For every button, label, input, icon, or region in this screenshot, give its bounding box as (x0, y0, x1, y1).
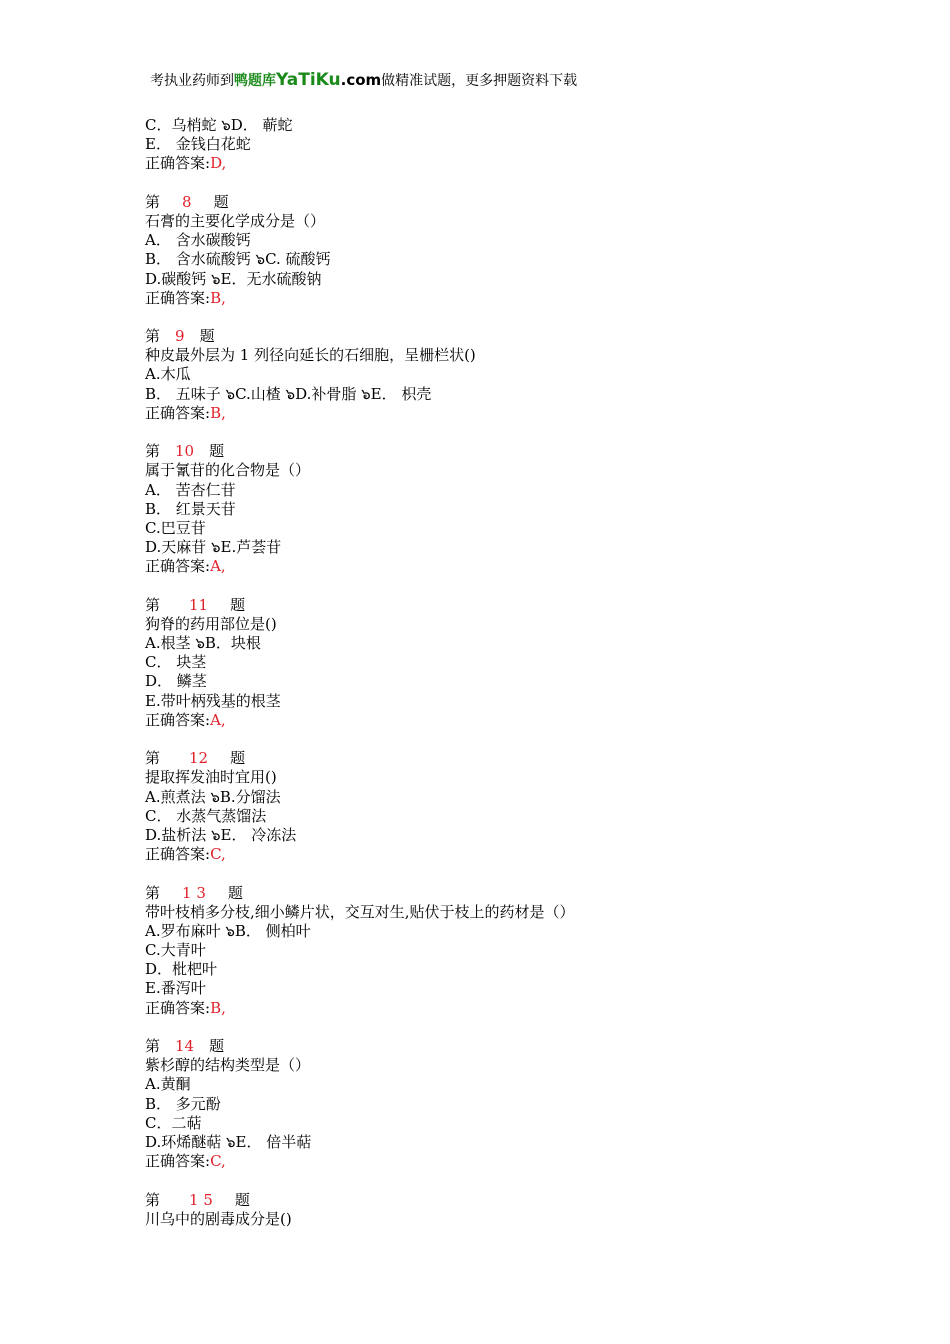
question-block (145, 596, 845, 750)
question-list (145, 116, 845, 1229)
prev-option-line: E． 金钱白花蛇 (145, 135, 251, 154)
answer-value: B, (210, 998, 226, 1017)
option-line: C． 块茎 (145, 653, 207, 672)
option-line: C． 水蒸气蒸馏法 (145, 806, 267, 825)
answer-line (145, 289, 845, 308)
answer-value: A, (210, 557, 226, 576)
question-suffix: 题 (209, 442, 225, 461)
page-header (150, 70, 577, 91)
question-number: 10 (175, 442, 195, 461)
question-prefix: 第 (145, 749, 161, 768)
question-prefix: 第 (145, 327, 161, 346)
answer-label: 正确答案: (145, 154, 211, 173)
question-number: 1 3 (182, 883, 206, 902)
answer-label: 正确答案: (145, 998, 211, 1017)
question-number-line (145, 596, 845, 615)
option-line: A.黄酮 (145, 1075, 191, 1094)
spacer (145, 1171, 845, 1190)
spacer (145, 423, 845, 442)
answer-value: A, (210, 710, 226, 729)
question-prefix: 第 (145, 442, 161, 461)
option-line: B． 红景天苷 (145, 499, 236, 518)
question-number: 8 (182, 192, 192, 211)
option-line: A.煎煮法 ๖B.分馏法 (145, 787, 281, 806)
header-suffix: 做精准试题，更多押题资料下载 (381, 73, 578, 89)
spacer (145, 174, 845, 193)
question-block (145, 193, 845, 327)
answer-line (145, 845, 845, 864)
question-number-line (145, 327, 845, 346)
question-prefix: 第 (145, 1037, 161, 1055)
question-stem: 石膏的主要化学成分是（） (145, 211, 326, 230)
option-line: A.木瓜 (145, 365, 191, 384)
spacer (145, 1018, 845, 1037)
question-suffix: 题 (199, 327, 215, 346)
question-block (145, 442, 845, 596)
option-line: C.巴豆苷 (145, 518, 206, 537)
brand-name-cn: 鸭题库 (234, 73, 276, 89)
spacer (145, 730, 845, 749)
option-line: D.天麻苷 ๖E.芦荟苷 (145, 538, 282, 557)
answer-value: C, (210, 1152, 226, 1171)
spacer (145, 308, 845, 327)
question-suffix: 题 (227, 883, 243, 902)
questions-container (145, 193, 845, 1229)
question-number-line (145, 442, 845, 461)
answer-line (145, 404, 845, 423)
question-prefix: 第 (145, 595, 161, 614)
question-block (145, 1191, 845, 1229)
question-number-line (145, 884, 845, 903)
question-suffix: 题 (209, 1037, 225, 1055)
answer-line (145, 999, 845, 1018)
option-line: D.碳酸钙 ๖E．无水硫酸钠 (145, 269, 322, 288)
question-number-line (145, 749, 845, 768)
option-line: A.根茎 ๖B．块根 (145, 634, 261, 653)
option-line: C．二萜 (145, 1113, 202, 1132)
option-line: B． 多元酚 (145, 1094, 221, 1113)
answer-line (145, 1152, 845, 1171)
spacer (145, 864, 845, 883)
option-line: B． 含水硫酸钙 ๖C. 硫酸钙 (145, 250, 331, 269)
question-stem: 狗脊的药用部位是() (145, 614, 277, 633)
answer-line (145, 557, 845, 576)
answer-value: B, (210, 288, 226, 307)
question-number: 11 (189, 595, 209, 614)
prev-answer-line (145, 154, 845, 173)
header-prefix: 考执业药师到 (150, 73, 234, 89)
question-suffix: 题 (230, 749, 246, 768)
question-block (145, 749, 845, 883)
brand-name-en: YaTiKu (276, 70, 341, 90)
option-line: B． 五味子 ๖C.山楂 ๖D.补骨脂 ๖E． 枳壳 (145, 384, 432, 403)
question-stem: 带叶枝梢多分枝,细小鳞片状，交互对生,贴伏于枝上的药材是（） (145, 902, 575, 921)
question-block (145, 1037, 845, 1191)
question-prefix: 第 (145, 1190, 161, 1209)
question-number: 12 (189, 749, 209, 768)
option-line: D．枇杷叶 (145, 960, 218, 979)
prev-option-line: C．乌梢蛇 ๖D． 蕲蛇 (145, 116, 293, 134)
option-line: D.环烯醚萜 ๖E． 倍半萜 (145, 1132, 312, 1151)
answer-value: C, (210, 845, 226, 864)
question-block (145, 327, 845, 442)
question-stem: 种皮最外层为 1 列径向延长的石细胞，呈栅栏状() (145, 346, 476, 365)
question-stem: 川乌中的剧毒成分是() (145, 1209, 292, 1228)
question-suffix: 题 (234, 1190, 250, 1209)
question-number: 1 5 (189, 1190, 213, 1209)
question-number: 9 (175, 327, 185, 346)
answer-label: 正确答案: (145, 1152, 211, 1171)
question-prefix: 第 (145, 883, 161, 902)
option-line: A.罗布麻叶 ๖B． 侧柏叶 (145, 921, 311, 940)
spacer (145, 577, 845, 596)
answer-line (145, 711, 845, 730)
option-line: E.番泻叶 (145, 979, 206, 998)
option-line: C.大青叶 (145, 941, 206, 960)
question-stem: 紫杉醇的结构类型是（） (145, 1056, 311, 1075)
answer-label: 正确答案: (145, 710, 211, 729)
brand-domain: .com (340, 71, 382, 89)
question-number-line (145, 193, 845, 212)
option-line: D.盐析法 ๖E． 冷冻法 (145, 825, 297, 844)
answer-label: 正确答案: (145, 403, 211, 422)
answer-label: 正确答案: (145, 845, 211, 864)
question-prefix: 第 (145, 192, 161, 211)
question-block (145, 884, 845, 1038)
question-suffix: 题 (213, 192, 229, 211)
answer-label: 正确答案: (145, 557, 211, 576)
question-number-line (145, 1191, 845, 1210)
answer-value: D, (210, 154, 227, 173)
option-line: D． 鳞茎 (145, 672, 207, 691)
answer-value: B, (210, 403, 226, 422)
question-stem: 属于氰苷的化合物是（） (145, 461, 311, 480)
answer-label: 正确答案: (145, 288, 211, 307)
question-suffix: 题 (230, 595, 246, 614)
option-line: A． 苦杏仁苷 (145, 480, 236, 499)
question-stem: 提取挥发油时宜用() (145, 768, 277, 787)
question-number: 14 (175, 1037, 195, 1055)
option-line: E.带叶柄残基的根茎 (145, 691, 281, 710)
option-line: A． 含水碳酸钙 (145, 231, 251, 250)
question-number-line (145, 1037, 845, 1056)
